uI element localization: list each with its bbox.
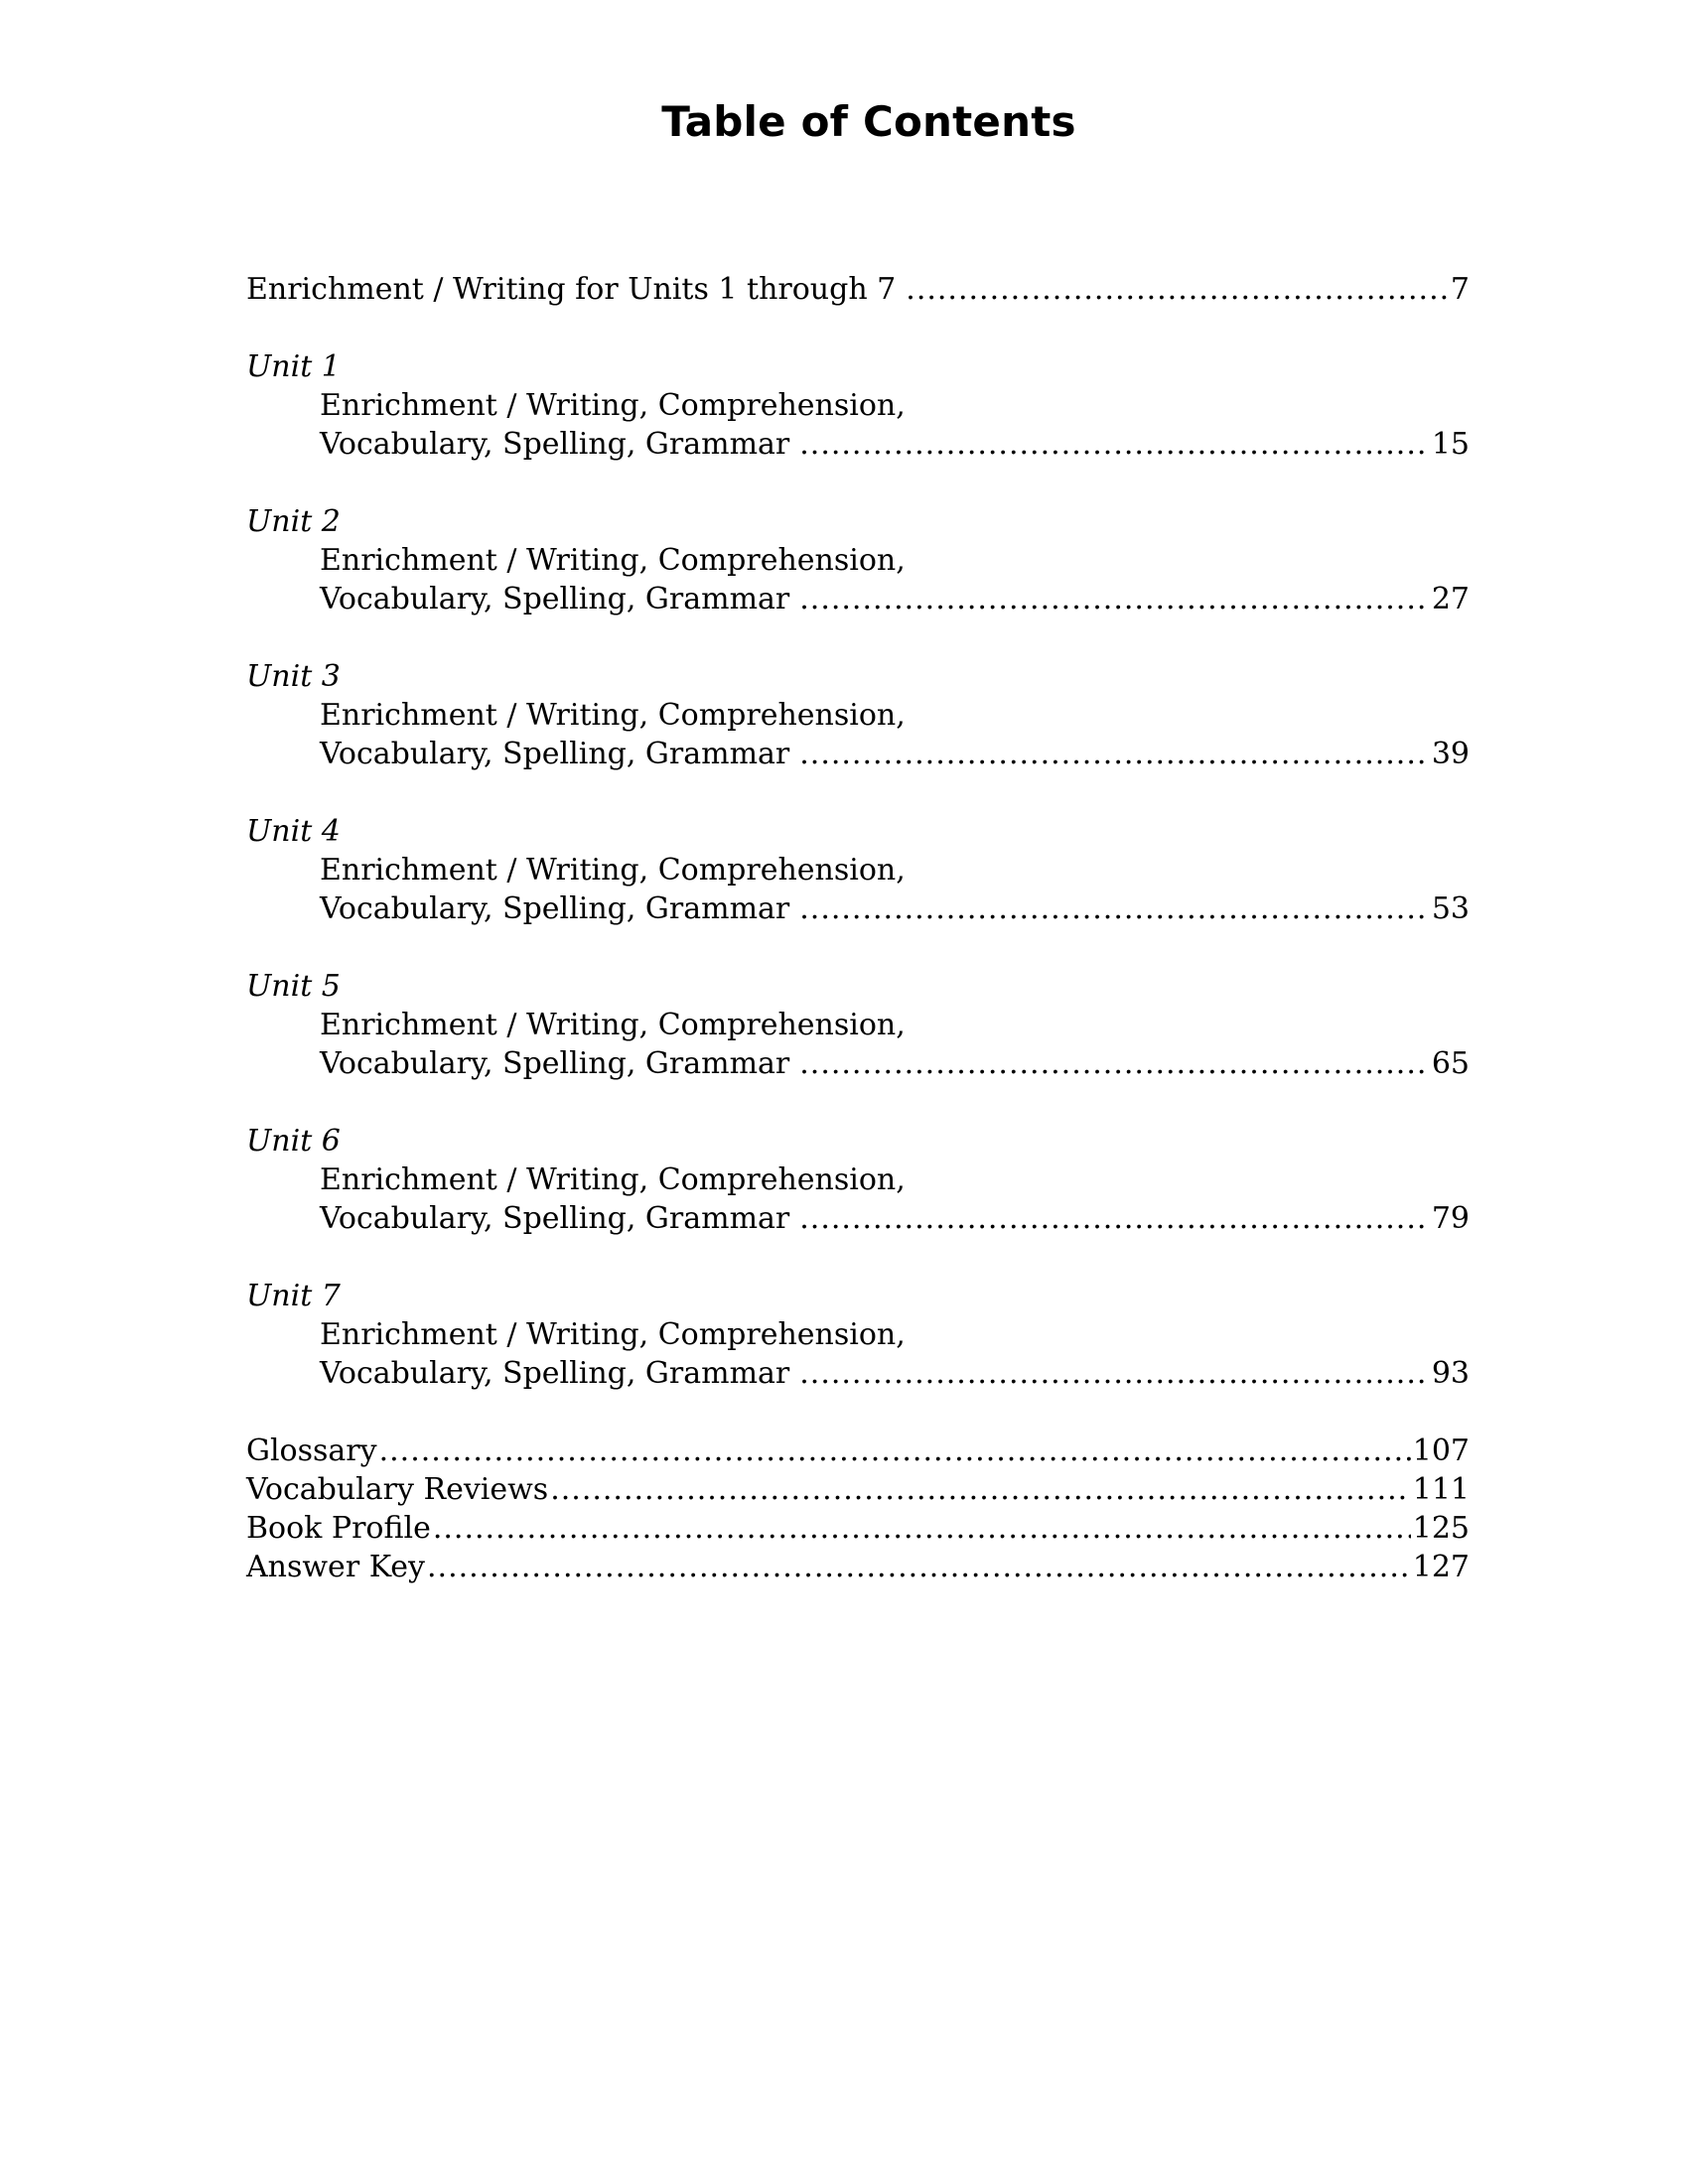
dot-leader [379, 1432, 1411, 1470]
unit-title: Unit 5 [246, 969, 341, 1004]
toc-unit-5 [246, 967, 1470, 1083]
toc-entry-page: 27 [1431, 582, 1470, 616]
toc-unit-2 [246, 502, 1470, 618]
toc-entry-page: 127 [1412, 1550, 1470, 1584]
unit-line-2 [246, 1044, 1470, 1083]
dot-leader [799, 735, 1428, 773]
unit-title: Unit 4 [246, 814, 341, 849]
unit-line-2-text: Vocabulary, Spelling, Grammar [320, 427, 790, 462]
unit-line-1: Enrichment / Writing, Comprehension, [320, 1162, 906, 1197]
toc-entry-vocabulary-reviews [246, 1470, 1470, 1509]
toc-entry-page: 93 [1431, 1356, 1470, 1391]
toc-entry-glossary [246, 1432, 1470, 1470]
toc-unit-6 [246, 1122, 1470, 1238]
toc-entry-page: 7 [1450, 272, 1470, 307]
table-of-contents [246, 270, 1470, 1586]
toc-unit-7 [246, 1277, 1470, 1393]
unit-line-2-text: Vocabulary, Spelling, Grammar [320, 1201, 790, 1236]
dot-leader [799, 425, 1428, 464]
unit-line-2-text: Vocabulary, Spelling, Grammar [320, 1046, 790, 1081]
unit-line-2-text: Vocabulary, Spelling, Grammar [320, 891, 790, 926]
dot-leader [799, 889, 1428, 928]
toc-unit-4 [246, 812, 1470, 928]
toc-entry-intro [246, 270, 1470, 309]
toc-entry-page: 125 [1412, 1511, 1470, 1546]
toc-entry-label: Book Profile [246, 1511, 431, 1546]
unit-title: Unit 3 [246, 659, 341, 694]
page-title: Table of Contents [661, 97, 1076, 146]
unit-line-2 [246, 425, 1470, 464]
unit-line-2 [246, 1199, 1470, 1238]
unit-title: Unit 6 [246, 1124, 341, 1159]
toc-entry-page: 111 [1412, 1472, 1470, 1507]
toc-entry-page: 39 [1431, 737, 1470, 771]
unit-line-1: Enrichment / Writing, Comprehension, [320, 853, 906, 887]
toc-entry-label: Enrichment / Writing for Units 1 through 7 [246, 272, 897, 307]
toc-unit-3 [246, 657, 1470, 773]
unit-line-1: Enrichment / Writing, Comprehension, [320, 1008, 906, 1042]
dot-leader [550, 1470, 1411, 1509]
unit-line-1: Enrichment / Writing, Comprehension, [320, 698, 906, 733]
dot-leader [906, 270, 1447, 309]
unit-line-1: Enrichment / Writing, Comprehension, [320, 543, 906, 578]
dot-leader [799, 1354, 1428, 1393]
unit-title: Unit 2 [246, 504, 341, 539]
unit-line-2-text: Vocabulary, Spelling, Grammar [320, 582, 790, 616]
unit-line-1: Enrichment / Writing, Comprehension, [320, 388, 906, 423]
toc-unit-1 [246, 347, 1470, 464]
unit-line-2 [246, 735, 1470, 773]
unit-line-2 [246, 1354, 1470, 1393]
dot-leader [799, 1044, 1428, 1083]
toc-entry-book-profile [246, 1509, 1470, 1548]
toc-entry-label: Glossary [246, 1433, 377, 1468]
toc-entry-page: 79 [1431, 1201, 1470, 1236]
toc-entry-label: Vocabulary Reviews [246, 1472, 549, 1507]
unit-title: Unit 7 [246, 1279, 341, 1313]
dot-leader [799, 1199, 1428, 1238]
unit-line-1: Enrichment / Writing, Comprehension, [320, 1317, 906, 1352]
unit-line-2 [246, 580, 1470, 618]
back-matter-list [246, 1432, 1470, 1586]
toc-entry-answer-key [246, 1548, 1470, 1586]
toc-entry-page: 15 [1431, 427, 1470, 462]
toc-entry-page: 65 [1431, 1046, 1470, 1081]
toc-entry-page: 53 [1431, 891, 1470, 926]
unit-title: Unit 1 [246, 349, 341, 384]
unit-line-2 [246, 889, 1470, 928]
toc-entry-page: 107 [1412, 1433, 1470, 1468]
dot-leader [799, 580, 1428, 618]
toc-entry-label: Answer Key [246, 1550, 425, 1584]
dot-leader [433, 1509, 1411, 1548]
unit-line-2-text: Vocabulary, Spelling, Grammar [320, 1356, 790, 1391]
dot-leader [427, 1548, 1411, 1586]
unit-line-2-text: Vocabulary, Spelling, Grammar [320, 737, 790, 771]
